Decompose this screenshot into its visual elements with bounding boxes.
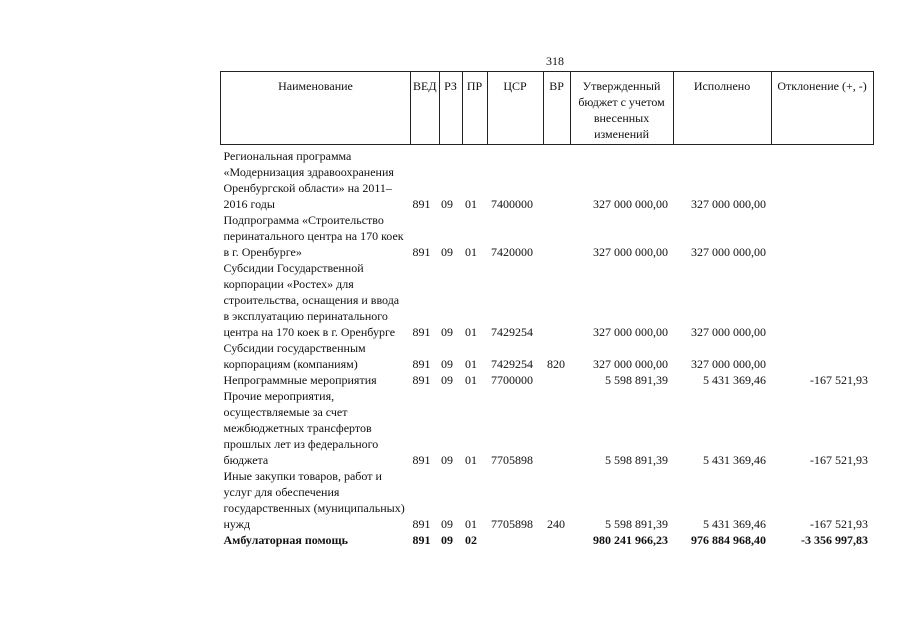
- header-rz: РЗ: [439, 72, 462, 145]
- row-deviation: -167 521,93: [810, 453, 869, 467]
- row-name: Региональная программа «Модернизация здравоохранения Оренбургской области» на 2011–2016 годы: [223, 149, 394, 211]
- row-pr: 02: [465, 533, 478, 547]
- row-deviation: [771, 212, 873, 260]
- row-name: Субсидии Государственной корпорации «Ростех» для строительства, оснащения и ввода в эксплуатацию перинатального центра на 170 коек в г. Оренбурге: [223, 261, 400, 339]
- row-approved: 5 598 891,39: [605, 517, 669, 531]
- table-row: [221, 340, 874, 372]
- row-vr: [543, 388, 570, 468]
- row-csr: [487, 532, 543, 548]
- table-row: [221, 388, 874, 468]
- row-deviation: -167 521,93: [810, 373, 869, 387]
- row-ved: 891: [412, 533, 431, 547]
- row-rz: 09: [441, 453, 454, 467]
- row-pr: 01: [465, 453, 478, 467]
- row-pr: 01: [465, 517, 478, 531]
- table-row: [221, 468, 874, 532]
- row-ved: 891: [412, 453, 431, 467]
- row-executed: 976 884 968,40: [691, 533, 767, 547]
- row-ved: 891: [412, 373, 431, 387]
- header-name: Наименование: [221, 72, 411, 145]
- row-pr: 01: [465, 357, 478, 371]
- row-ved: 891: [412, 197, 431, 211]
- row-rz: 09: [441, 357, 454, 371]
- header-approved: Утвержденный бюджет с учетом внесенных изменений: [570, 72, 673, 145]
- row-executed: 5 431 369,46: [703, 373, 767, 387]
- row-approved: 327 000 000,00: [593, 325, 669, 339]
- row-approved: 327 000 000,00: [593, 357, 669, 371]
- header-deviation: Отклонение (+, -): [771, 72, 873, 145]
- row-approved: 5 598 891,39: [605, 373, 669, 387]
- table-row: [221, 372, 874, 388]
- row-vr: [543, 145, 570, 213]
- row-rz: 09: [441, 533, 454, 547]
- header-pr: ПР: [462, 72, 487, 145]
- row-name: Субсидии государственным корпорациям (компаниям): [223, 341, 366, 371]
- row-rz: 09: [441, 245, 454, 259]
- row-pr: 01: [465, 197, 478, 211]
- row-csr: 7420000: [491, 245, 534, 259]
- row-deviation: [771, 260, 873, 340]
- table-row: [221, 212, 874, 260]
- row-vr: 240: [547, 517, 566, 531]
- row-name: Непрограммные мероприятия: [223, 373, 377, 387]
- header-ved: ВЕД: [411, 72, 440, 145]
- header-vr: ВР: [543, 72, 570, 145]
- row-name: Подпрограмма «Строительство перинатального центра на 170 коек в г. Оренбурге»: [223, 213, 404, 259]
- row-csr: 7429254: [491, 325, 534, 339]
- row-pr: 01: [465, 325, 478, 339]
- row-ved: 891: [412, 517, 431, 531]
- row-vr: [543, 260, 570, 340]
- row-approved: 5 598 891,39: [605, 453, 669, 467]
- row-pr: 01: [465, 373, 478, 387]
- row-name: Амбулаторная помощь: [223, 533, 348, 547]
- row-approved: 980 241 966,23: [593, 533, 669, 547]
- table-row: [221, 260, 874, 340]
- row-approved: 327 000 000,00: [593, 197, 669, 211]
- header-executed: Исполнено: [673, 72, 771, 145]
- row-vr: [543, 212, 570, 260]
- row-name: Прочие мероприятия, осуществляемые за счет межбюджетных трансфертов прошлых лет из федерального бюджета: [223, 389, 379, 467]
- row-ved: 891: [412, 245, 431, 259]
- row-deviation: -167 521,93: [810, 517, 869, 531]
- row-csr: 7700000: [491, 373, 534, 387]
- row-executed: 327 000 000,00: [691, 357, 767, 371]
- row-csr: 7400000: [491, 197, 534, 211]
- row-executed: 327 000 000,00: [691, 245, 767, 259]
- row-executed: 327 000 000,00: [691, 325, 767, 339]
- table-header-row: [221, 72, 874, 145]
- row-rz: 09: [441, 373, 454, 387]
- row-name: Иные закупки товаров, работ и услуг для обеспечения государственных (муниципальных) нужд: [223, 469, 405, 531]
- row-rz: 09: [441, 197, 454, 211]
- row-approved: 327 000 000,00: [593, 245, 669, 259]
- row-pr: 01: [465, 245, 478, 259]
- row-deviation: -3 356 997,83: [801, 533, 869, 547]
- row-executed: 5 431 369,46: [703, 517, 767, 531]
- budget-execution-table: [220, 71, 874, 548]
- row-ved: 891: [412, 357, 431, 371]
- row-csr: 7429254: [491, 357, 534, 371]
- row-ved: 891: [412, 325, 431, 339]
- row-vr: [543, 532, 570, 548]
- row-vr: 820: [547, 357, 566, 371]
- row-deviation: [771, 145, 873, 213]
- table-row: [221, 145, 874, 213]
- table-row-section-total: [221, 532, 874, 548]
- header-csr: ЦСР: [487, 72, 543, 145]
- row-deviation: [771, 340, 873, 372]
- row-csr: 7705898: [491, 453, 534, 467]
- row-executed: 5 431 369,46: [703, 453, 767, 467]
- row-rz: 09: [441, 517, 454, 531]
- row-csr: 7705898: [491, 517, 534, 531]
- row-executed: 327 000 000,00: [691, 197, 767, 211]
- row-vr: [543, 372, 570, 388]
- page-number: 318: [546, 54, 564, 68]
- row-rz: 09: [441, 325, 454, 339]
